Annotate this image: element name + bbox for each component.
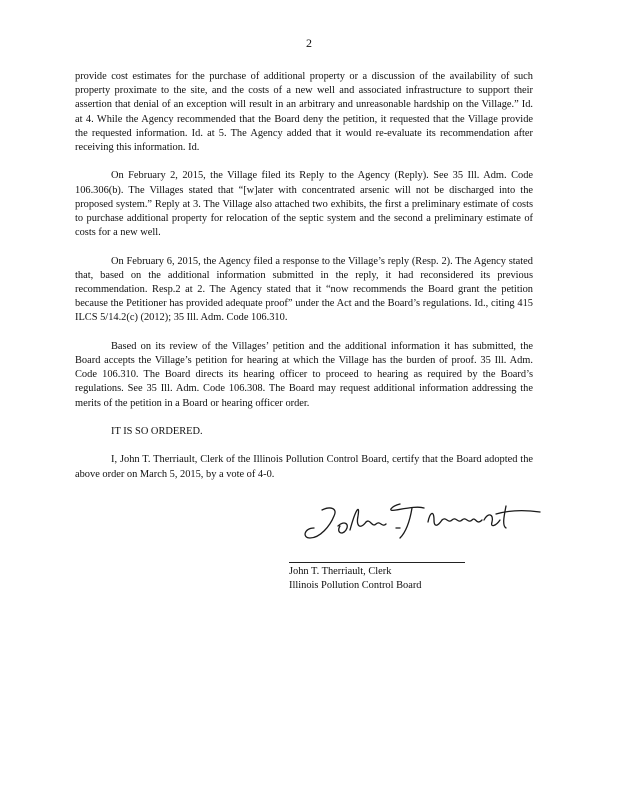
board-name: Illinois Pollution Control Board [289,580,422,592]
clerk-name: John T. Therriault, Clerk [289,566,392,577]
signature-block [289,565,422,593]
signature-line [289,562,465,563]
paragraph-agency-recommendation: provide cost estimates for the purchase of additional property or a discussion of the availability of such property proximate to the site, and the costs of a new well and associated infrastructure to support their assertion that denial of an exception will result in an arbitrary and unreasonable hardship on the Village.” Id. at 4. While the Agency recommended that the Board deny the petition, it requested that the Village provide the requested information. Id. at 5. The Agency added that it would re-evaluate its recommendation after receiving this information. Id. [75,71,533,154]
paragraph-board-decision: Based on its review of the Villages’ petition and the additional information it has submitted, the Board accepts the Village’s petition for hearing at which the Village has the burden of proof. 35 Ill. Adm. Code 106.310. The Board directs its hearing officer to proceed to hearing as required by the Board’s regulations. See 35 Ill. Adm. Code 106.308. The Board may request additional information addressing the merits of the petition in a Board or hearing officer order. [75,340,533,409]
paragraph-agency-response: On February 6, 2015, the Agency filed a response to the Village’s reply (Resp. 2). The Agency stated that, based on the additional information submitted in the reply, it had reconsidered its previous recommendation. Resp.2 at 2. The Agency stated that it “now recommends the Board grant the petition because the Petitioner has provided adequate proof” under the Act and the Board’s regulations. Id., citing 415 ILCS 5/14.2(c) (2012); 35 Ill. Adm. Code 106.310. [75,255,533,324]
clerk-certification: I, John T. Therriault, Clerk of the Illinois Pollution Control Board, certify that the Board adopted the above order on March 5, 2015, by a vote of 4-0. [75,454,533,480]
page-number: 2 [306,36,312,50]
order-body [75,70,533,496]
signature-graphic [300,498,550,548]
order-statement: IT IS SO ORDERED. [111,426,203,438]
handwritten-signature [300,498,550,548]
paragraph-village-reply: On February 2, 2015, the Village filed its Reply to the Agency (Reply). See 35 Ill. Adm. Code 106.306(b). The Villages stated that “[w]ater with concentrated arsenic will not be discharged into the proposed system.” Reply at 3. The Village also attached two exhibits, the first a preliminary estimate of costs to purchase additional property for relocation of the septic system and the second a preliminary estimate of costs for a new well. [75,170,533,239]
